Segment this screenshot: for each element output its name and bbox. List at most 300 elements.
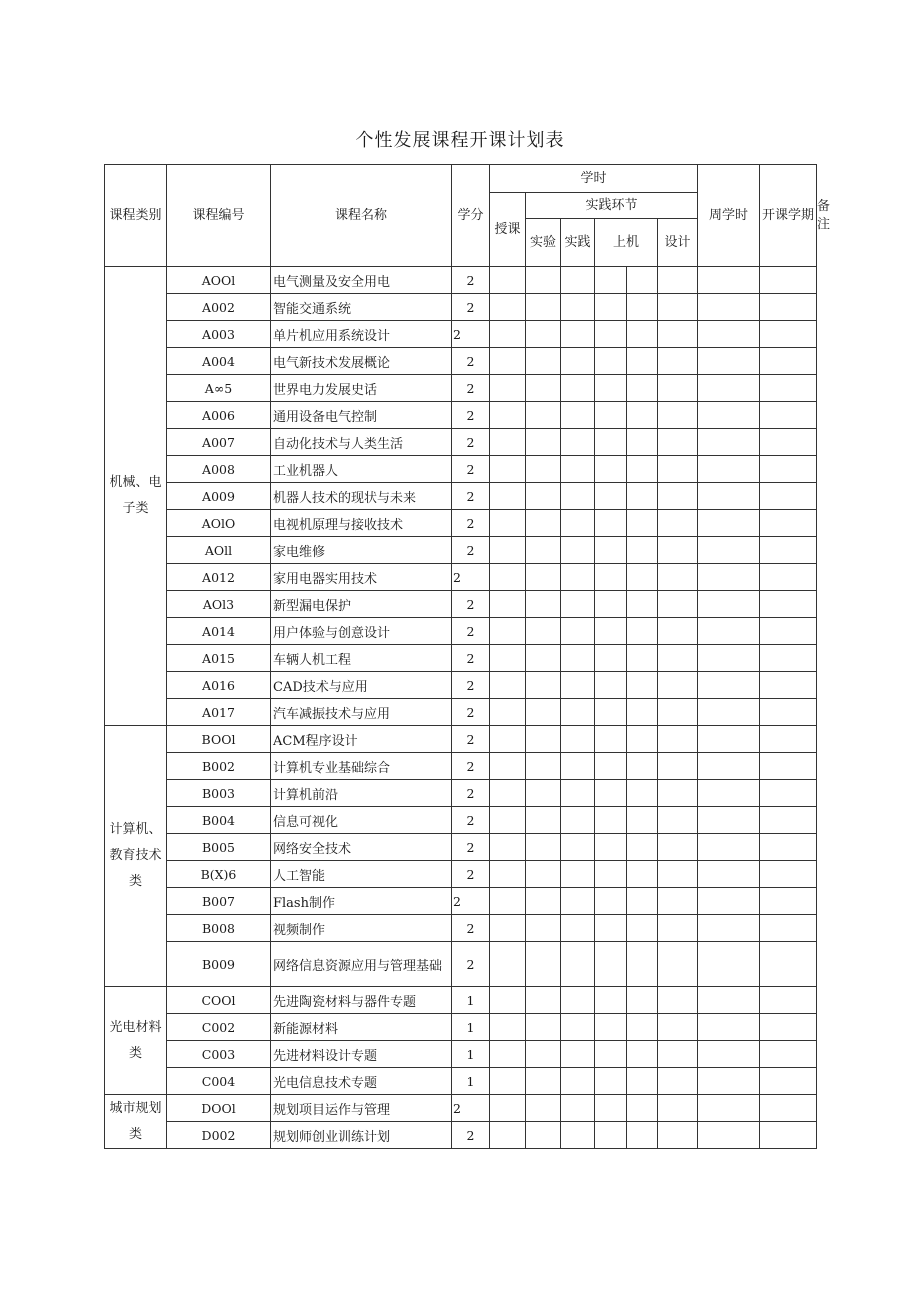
computer-cell-b (627, 834, 658, 861)
table-row (105, 672, 817, 699)
practice-cell (561, 294, 595, 321)
design-cell (658, 1041, 698, 1068)
computer-cell-a (595, 510, 627, 537)
lecture-cell (490, 753, 526, 780)
lecture-cell (490, 942, 526, 987)
experiment-cell (526, 834, 561, 861)
semester-cell (760, 861, 817, 888)
practice-cell (561, 834, 595, 861)
course-code: A∞5 (167, 375, 271, 402)
design-cell (658, 1095, 698, 1122)
lecture-cell (490, 780, 526, 807)
semester-cell (760, 267, 817, 294)
weekly-hours-cell (698, 402, 760, 429)
course-credit: 1 (452, 987, 490, 1014)
experiment-cell (526, 699, 561, 726)
lecture-cell (490, 483, 526, 510)
course-name: 计算机前沿 (271, 780, 452, 807)
experiment-cell (526, 861, 561, 888)
practice-cell (561, 753, 595, 780)
experiment-cell (526, 987, 561, 1014)
course-name: 先进陶瓷材料与器件专题 (271, 987, 452, 1014)
experiment-cell (526, 672, 561, 699)
course-credit: 2 (452, 618, 490, 645)
design-cell (658, 672, 698, 699)
header-computer: 上机 (595, 219, 658, 267)
lecture-cell (490, 1014, 526, 1041)
weekly-hours-cell (698, 1095, 760, 1122)
design-cell (658, 321, 698, 348)
lecture-cell (490, 1068, 526, 1095)
computer-cell-b (627, 987, 658, 1014)
course-code: A004 (167, 348, 271, 375)
semester-cell (760, 1122, 817, 1149)
experiment-cell (526, 348, 561, 375)
course-plan-table: 课程类别 课程编号 课程名称 学分 学时 周学时 开课学期 备注 授课 实践环节 实验 实践 上机 设计 机械、电子类 AOOl 电气测量及安全用电 2 A002 智能交通系统 2 A003 单片机应用系统设计 2 A004 电气新技术发展概论 2 A∞5 世界电力发展史话 2 A006 通用设备电气控制 2 A007 自动化技术与人类生活 2 A008 工业机器人 2 A009 机器人技术的现状与未来 2 AOlO 电视机原理与接收技术 2 AOll 家电维修 2 A012 家用电器实用技术 2 AOl3 新型漏电保护 2 A014 用户体验与创意设计 2 A015 车辆人机工程 2 A016 CAD技术与应用 2 A017 汽车减振技术与应用 2 计算机、教育技术类 BOOl ACM程序设计 2 B002 计算机专业基础综合 2 B003 计算机前沿 2 B004 信息可视化 2 B005 网络安全技术 2 B(X)6 人工智能 2 B007 Flash制作 2 B008 视频制作 2 B009 网络信息资源应用与管理基础 2 光电材料类 COOl 先进陶瓷材料与器件专题 1 C002 新能源材料 1 C003 先进材料设计专题 1 C004 光电信息技术专题 1 城市规划类 DOOl 规划项目运作与管理 2 D002 规划师创业训练计划 2 (104, 164, 817, 1149)
course-code: A016 (167, 672, 271, 699)
weekly-hours-cell (698, 456, 760, 483)
weekly-hours-cell (698, 1041, 760, 1068)
computer-cell-a (595, 726, 627, 753)
table-row (105, 348, 817, 375)
course-code: AOOl (167, 267, 271, 294)
computer-cell-b (627, 456, 658, 483)
practice-cell (561, 1041, 595, 1068)
course-credit: 2 (452, 699, 490, 726)
semester-cell (760, 888, 817, 915)
practice-cell (561, 402, 595, 429)
practice-cell (561, 1122, 595, 1149)
course-name: 汽车减振技术与应用 (271, 699, 452, 726)
computer-cell-a (595, 294, 627, 321)
course-code: C003 (167, 1041, 271, 1068)
course-name: 家电维修 (271, 537, 452, 564)
lecture-cell (490, 537, 526, 564)
table-row (105, 780, 817, 807)
practice-cell (561, 672, 595, 699)
course-name: 人工智能 (271, 861, 452, 888)
semester-cell (760, 402, 817, 429)
header-code: 课程编号 (167, 165, 271, 267)
course-code: B005 (167, 834, 271, 861)
course-name: 电气测量及安全用电 (271, 267, 452, 294)
header-semester: 开课学期 (760, 165, 817, 267)
course-credit: 2 (452, 645, 490, 672)
design-cell (658, 753, 698, 780)
header-design: 设计 (658, 219, 698, 267)
header-lecture: 授课 (490, 193, 526, 267)
experiment-cell (526, 564, 561, 591)
course-credit: 1 (452, 1068, 490, 1095)
table-row (105, 429, 817, 456)
table-body (105, 267, 817, 1149)
practice-cell (561, 375, 595, 402)
experiment-cell (526, 591, 561, 618)
experiment-cell (526, 1068, 561, 1095)
table-row (105, 294, 817, 321)
lecture-cell (490, 510, 526, 537)
design-cell (658, 564, 698, 591)
semester-cell (760, 1041, 817, 1068)
computer-cell-a (595, 483, 627, 510)
computer-cell-b (627, 699, 658, 726)
course-name: 世界电力发展史话 (271, 375, 452, 402)
design-cell (658, 591, 698, 618)
experiment-cell (526, 429, 561, 456)
course-name: 视频制作 (271, 915, 452, 942)
category-cell: 计算机、教育技术类 (105, 726, 167, 987)
course-name: 电视机原理与接收技术 (271, 510, 452, 537)
practice-cell (561, 537, 595, 564)
computer-cell-a (595, 987, 627, 1014)
table-row (105, 915, 817, 942)
lecture-cell (490, 888, 526, 915)
semester-cell (760, 807, 817, 834)
semester-cell (760, 726, 817, 753)
table-row (105, 267, 817, 294)
course-name: Flash制作 (271, 888, 452, 915)
course-code: C004 (167, 1068, 271, 1095)
design-cell (658, 537, 698, 564)
weekly-hours-cell (698, 861, 760, 888)
experiment-cell (526, 402, 561, 429)
experiment-cell (526, 807, 561, 834)
weekly-hours-cell (698, 987, 760, 1014)
weekly-hours-cell (698, 1014, 760, 1041)
computer-cell-a (595, 402, 627, 429)
semester-cell (760, 321, 817, 348)
practice-cell (561, 1095, 595, 1122)
computer-cell-b (627, 321, 658, 348)
header-practice-sub: 实践 (561, 219, 595, 267)
semester-cell (760, 564, 817, 591)
semester-cell (760, 1014, 817, 1041)
course-code: B003 (167, 780, 271, 807)
table-row (105, 375, 817, 402)
design-cell (658, 348, 698, 375)
course-name: 新能源材料 (271, 1014, 452, 1041)
table-row (105, 753, 817, 780)
computer-cell-a (595, 1014, 627, 1041)
table-row (105, 834, 817, 861)
practice-cell (561, 267, 595, 294)
weekly-hours-cell (698, 564, 760, 591)
design-cell (658, 1122, 698, 1149)
course-credit: 2 (452, 564, 490, 591)
course-credit: 2 (452, 807, 490, 834)
course-name: 规划项目运作与管理 (271, 1095, 452, 1122)
computer-cell-b (627, 1122, 658, 1149)
design-cell (658, 861, 698, 888)
course-credit: 2 (452, 348, 490, 375)
course-code: A012 (167, 564, 271, 591)
practice-cell (561, 987, 595, 1014)
weekly-hours-cell (698, 645, 760, 672)
design-cell (658, 510, 698, 537)
course-credit: 2 (452, 510, 490, 537)
weekly-hours-cell (698, 699, 760, 726)
lecture-cell (490, 294, 526, 321)
table-row (105, 1068, 817, 1095)
course-credit: 2 (452, 429, 490, 456)
course-code: B(X)6 (167, 861, 271, 888)
course-code: A015 (167, 645, 271, 672)
design-cell (658, 888, 698, 915)
course-name: ACM程序设计 (271, 726, 452, 753)
practice-cell (561, 591, 595, 618)
experiment-cell (526, 1122, 561, 1149)
course-credit: 2 (452, 915, 490, 942)
semester-cell (760, 456, 817, 483)
course-credit: 2 (452, 591, 490, 618)
computer-cell-a (595, 564, 627, 591)
computer-cell-a (595, 537, 627, 564)
lecture-cell (490, 645, 526, 672)
category-cell: 城市规划类 (105, 1095, 167, 1149)
course-code: C002 (167, 1014, 271, 1041)
computer-cell-b (627, 1041, 658, 1068)
computer-cell-a (595, 375, 627, 402)
course-credit: 2 (452, 888, 490, 915)
semester-cell (760, 618, 817, 645)
weekly-hours-cell (698, 321, 760, 348)
header-name: 课程名称 (271, 165, 452, 267)
weekly-hours-cell (698, 429, 760, 456)
course-code: A003 (167, 321, 271, 348)
course-name: 单片机应用系统设计 (271, 321, 452, 348)
weekly-hours-cell (698, 942, 760, 987)
computer-cell-b (627, 1068, 658, 1095)
header-hours: 学时 (490, 165, 698, 193)
weekly-hours-cell (698, 834, 760, 861)
semester-cell (760, 915, 817, 942)
semester-cell (760, 348, 817, 375)
table-row (105, 537, 817, 564)
course-code: B007 (167, 888, 271, 915)
semester-cell (760, 942, 817, 987)
experiment-cell (526, 915, 561, 942)
header-weekly: 周学时 (698, 165, 760, 267)
course-credit: 2 (452, 402, 490, 429)
computer-cell-a (595, 672, 627, 699)
design-cell (658, 699, 698, 726)
lecture-cell (490, 564, 526, 591)
computer-cell-b (627, 753, 658, 780)
course-name: 计算机专业基础综合 (271, 753, 452, 780)
lecture-cell (490, 429, 526, 456)
design-cell (658, 987, 698, 1014)
table-row (105, 510, 817, 537)
semester-cell (760, 591, 817, 618)
weekly-hours-cell (698, 888, 760, 915)
semester-cell (760, 1068, 817, 1095)
design-cell (658, 1068, 698, 1095)
course-name: 规划师创业训练计划 (271, 1122, 452, 1149)
practice-cell (561, 456, 595, 483)
table-row (105, 861, 817, 888)
course-code: B004 (167, 807, 271, 834)
experiment-cell (526, 456, 561, 483)
experiment-cell (526, 726, 561, 753)
course-name: 机器人技术的现状与未来 (271, 483, 452, 510)
experiment-cell (526, 942, 561, 987)
table-row (105, 987, 817, 1014)
semester-cell (760, 1095, 817, 1122)
course-credit: 2 (452, 942, 490, 987)
semester-cell (760, 834, 817, 861)
computer-cell-b (627, 429, 658, 456)
table-row (105, 942, 817, 987)
design-cell (658, 780, 698, 807)
design-cell (658, 942, 698, 987)
experiment-cell (526, 888, 561, 915)
course-credit: 2 (452, 1095, 490, 1122)
course-credit: 2 (452, 456, 490, 483)
course-code: DOOl (167, 1095, 271, 1122)
computer-cell-b (627, 942, 658, 987)
course-code: A002 (167, 294, 271, 321)
table-row (105, 591, 817, 618)
practice-cell (561, 942, 595, 987)
course-credit: 1 (452, 1041, 490, 1068)
computer-cell-b (627, 537, 658, 564)
weekly-hours-cell (698, 537, 760, 564)
design-cell (658, 294, 698, 321)
header-category: 课程类别 (105, 165, 167, 267)
lecture-cell (490, 1095, 526, 1122)
course-code: B002 (167, 753, 271, 780)
course-credit: 2 (452, 834, 490, 861)
computer-cell-a (595, 456, 627, 483)
table-row (105, 321, 817, 348)
computer-cell-a (595, 1122, 627, 1149)
computer-cell-b (627, 645, 658, 672)
design-cell (658, 267, 698, 294)
course-credit: 2 (452, 726, 490, 753)
table-row (105, 726, 817, 753)
computer-cell-b (627, 483, 658, 510)
design-cell (658, 834, 698, 861)
lecture-cell (490, 1041, 526, 1068)
course-code: A014 (167, 618, 271, 645)
experiment-cell (526, 483, 561, 510)
computer-cell-a (595, 348, 627, 375)
course-credit: 2 (452, 537, 490, 564)
practice-cell (561, 780, 595, 807)
practice-cell (561, 510, 595, 537)
practice-cell (561, 807, 595, 834)
semester-cell (760, 510, 817, 537)
semester-cell (760, 537, 817, 564)
computer-cell-b (627, 780, 658, 807)
computer-cell-a (595, 1068, 627, 1095)
table-row (105, 645, 817, 672)
weekly-hours-cell (698, 294, 760, 321)
design-cell (658, 726, 698, 753)
lecture-cell (490, 699, 526, 726)
lecture-cell (490, 915, 526, 942)
semester-cell (760, 429, 817, 456)
course-credit: 2 (452, 753, 490, 780)
lecture-cell (490, 456, 526, 483)
header-credit: 学分 (452, 165, 490, 267)
practice-cell (561, 564, 595, 591)
practice-cell (561, 348, 595, 375)
computer-cell-b (627, 402, 658, 429)
experiment-cell (526, 321, 561, 348)
lecture-cell (490, 591, 526, 618)
practice-cell (561, 429, 595, 456)
course-credit: 2 (452, 780, 490, 807)
table-row (105, 1095, 817, 1122)
lecture-cell (490, 726, 526, 753)
practice-cell (561, 699, 595, 726)
design-cell (658, 618, 698, 645)
table-row (105, 483, 817, 510)
practice-cell (561, 483, 595, 510)
lecture-cell (490, 321, 526, 348)
category-cell: 光电材料类 (105, 987, 167, 1095)
computer-cell-a (595, 780, 627, 807)
experiment-cell (526, 1095, 561, 1122)
semester-cell (760, 780, 817, 807)
practice-cell (561, 861, 595, 888)
weekly-hours-cell (698, 591, 760, 618)
semester-cell (760, 753, 817, 780)
weekly-hours-cell (698, 510, 760, 537)
lecture-cell (490, 375, 526, 402)
computer-cell-b (627, 267, 658, 294)
lecture-cell (490, 987, 526, 1014)
computer-cell-b (627, 591, 658, 618)
computer-cell-b (627, 1014, 658, 1041)
weekly-hours-cell (698, 348, 760, 375)
course-name: 先进材料设计专题 (271, 1041, 452, 1068)
lecture-cell (490, 402, 526, 429)
computer-cell-b (627, 375, 658, 402)
course-credit: 2 (452, 861, 490, 888)
computer-cell-a (595, 429, 627, 456)
course-name: 工业机器人 (271, 456, 452, 483)
computer-cell-a (595, 861, 627, 888)
design-cell (658, 807, 698, 834)
semester-cell (760, 987, 817, 1014)
semester-cell (760, 699, 817, 726)
practice-cell (561, 618, 595, 645)
table-row (105, 1014, 817, 1041)
computer-cell-b (627, 861, 658, 888)
table-row (105, 456, 817, 483)
course-name: 光电信息技术专题 (271, 1068, 452, 1095)
practice-cell (561, 726, 595, 753)
lecture-cell (490, 807, 526, 834)
computer-cell-b (627, 510, 658, 537)
experiment-cell (526, 1014, 561, 1041)
semester-cell (760, 672, 817, 699)
course-credit: 2 (452, 294, 490, 321)
weekly-hours-cell (698, 753, 760, 780)
course-name: 新型漏电保护 (271, 591, 452, 618)
experiment-cell (526, 375, 561, 402)
computer-cell-b (627, 348, 658, 375)
header-practice: 实践环节 (526, 193, 698, 219)
computer-cell-a (595, 618, 627, 645)
lecture-cell (490, 672, 526, 699)
computer-cell-b (627, 294, 658, 321)
computer-cell-a (595, 1095, 627, 1122)
computer-cell-a (595, 834, 627, 861)
computer-cell-b (627, 915, 658, 942)
